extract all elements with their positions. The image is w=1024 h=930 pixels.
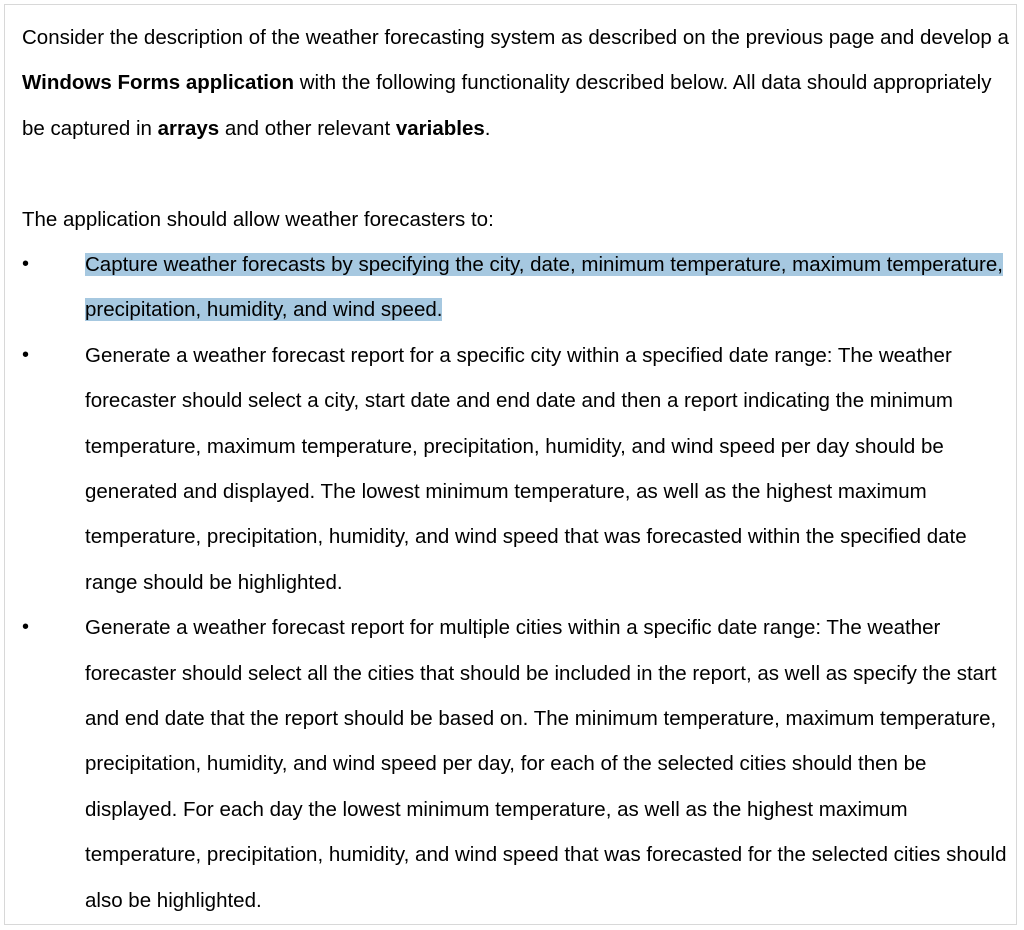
bullet-icon: • bbox=[22, 343, 30, 366]
intro-bold-arrays: arrays bbox=[157, 116, 220, 140]
intro-text-1: Consider the description of the weather forecasting system as described on the previous page and develop a bbox=[22, 26, 1009, 49]
list-item-text: Generate a weather forecast report for multiple cities within a specific date range: The weather forecaster should select all the cities that should be included in the report, as well as specify the start and end date that the report should be based on. The minimum temperature, maximum temperature, precipitation, humidity, and wind speed per day, for each of the selected cities should then be displayed. For each day the lowest minimum temperature, as well as the highest maximum temperature, precipitation, humidity, and wind speed that was forecasted for the selected cities should also be highlighted. bbox=[85, 616, 1007, 912]
intro-text-2: with the following functionality described below. All data should appropriately be captured in bbox=[22, 71, 992, 140]
list-item-text: Generate a weather forecast report for a specific city within a specified date range: The weather forecaster should select a city, start date and end date and then a report indicating the minimum temperature, maximum temperature, precipitation, humidity, and wind speed per day should be generated and displayed. The lowest minimum temperature, as well as the highest maximum temperature, precipitation, humidity, and wind speed that was forecasted within the specified date range should be highlighted. bbox=[85, 343, 967, 594]
requirements-list bbox=[22, 242, 1012, 923]
list-item-multi-city-report bbox=[22, 605, 1012, 923]
intro-bold-windows-forms: Windows Forms application bbox=[22, 71, 295, 95]
list-item-single-city-report bbox=[22, 333, 1012, 605]
intro-bold-variables: variables bbox=[395, 116, 485, 140]
intro-paragraph bbox=[22, 15, 1012, 151]
list-item-text-highlighted: Capture weather forecasts by specifying the city, date, minimum temperature, maximum temperature, precipitation, humidity, and wind speed. bbox=[85, 253, 1003, 322]
document-body bbox=[22, 15, 1012, 923]
bullet-icon: • bbox=[22, 616, 30, 639]
bullet-icon: • bbox=[22, 253, 30, 276]
paragraph-spacer bbox=[22, 151, 1012, 196]
lead-paragraph: The application should allow weather forecasters to: bbox=[22, 207, 494, 231]
document-page bbox=[4, 4, 1017, 925]
intro-text-4: . bbox=[484, 116, 491, 140]
list-item-capture-forecasts bbox=[22, 242, 1012, 333]
intro-text-3: and other relevant bbox=[219, 116, 396, 140]
